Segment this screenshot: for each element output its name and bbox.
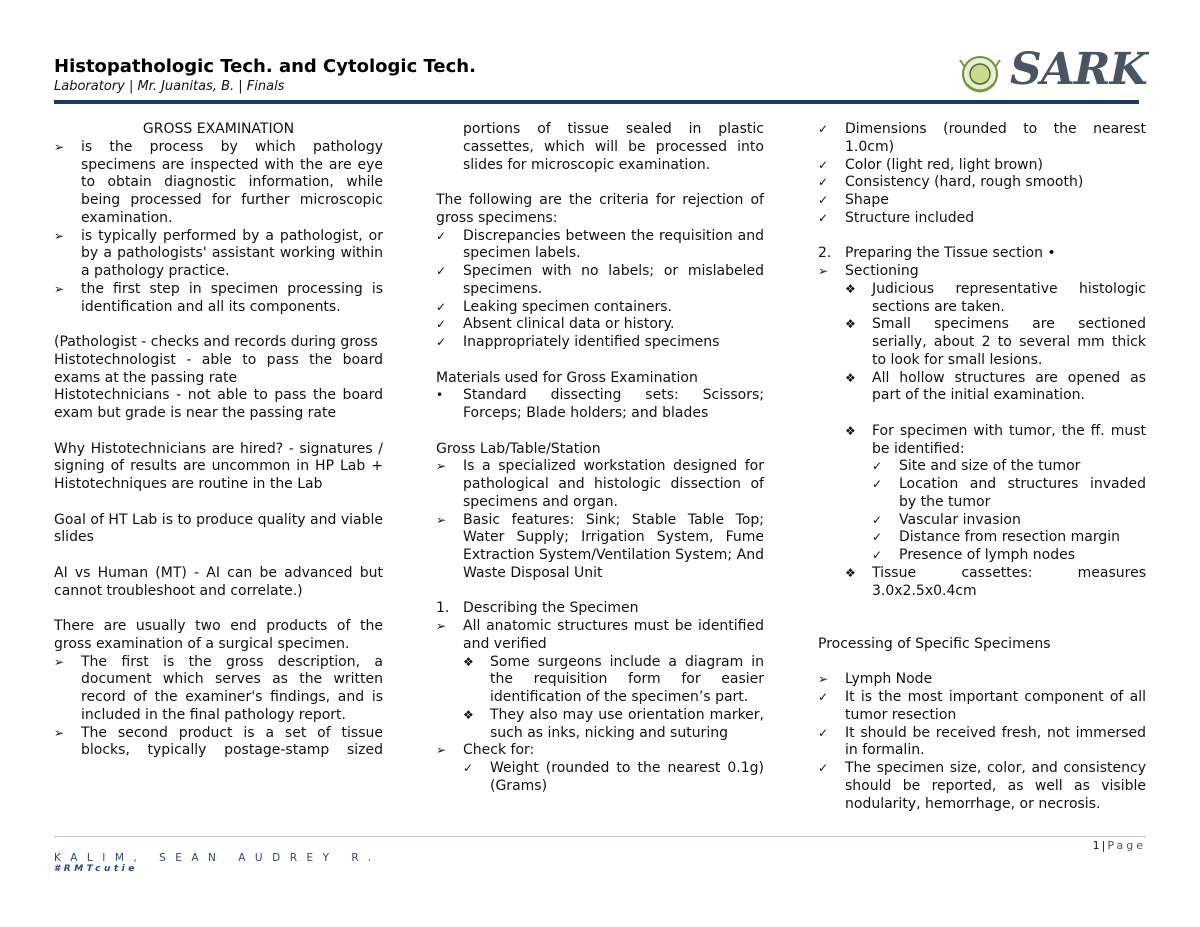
check-bullet-icon: ✓ [436,228,447,243]
paragraph: There are usually two end products of the gross examination of a surgical specimen. [54,618,383,652]
check-bullet-icon: ✓ [872,477,883,491]
list-item: ✓ The specimen size, color, and consistency should be reported, as well as visible nodularity, hemorrhage, or necrosis. [818,760,1146,812]
list-item: ✓ Color (light red, light brown) [818,156,1043,173]
check-bullet-icon: ✓ [818,157,829,172]
document-subtitle: Laboratory | Mr. Juanitas, B. | Finals [54,79,285,94]
list-item: ❖ They also may use orientation marker, such as inks, nicking and suturing [463,706,764,741]
note-paragraph: (Pathologist - checks and records during gross [54,334,378,350]
list-item: ➢ is the process by which pathology specimens are inspected with the are eye to obtain diagnostic information, while being processed for further microscopic examination. [54,138,383,226]
list-item: ✓ Consistency (hard, rough smooth) [818,174,1084,191]
list-item: ✓ Specimen with no labels; or mislabeled specimens. [436,263,764,297]
arrowhead-bullet-icon: ➢ [436,512,447,527]
dot-bullet-icon: • [436,388,444,403]
diamond-bullet-icon: ❖ [845,317,856,332]
column-2 [436,121,764,796]
arrowhead-bullet-icon: ➢ [54,725,65,740]
list-item: ✓ Presence of lymph nodes [872,547,1075,563]
list-item: ✓ Inappropriately identified specimens [436,334,720,350]
paragraph: The following are the criteria for rejection of gross specimens: [436,192,764,226]
diamond-bullet-icon: ❖ [845,370,856,385]
check-bullet-icon: ✓ [872,459,883,474]
list-item: ➢ Is a specialized workstation designed for pathological and histologic dissection of specimens and organ. [436,458,764,510]
list-item: ➢ is typically performed by a pathologist, or by a pathologists' assistant working within a pathology practice. [54,227,383,279]
check-bullet-icon: ✓ [436,317,447,332]
footer-divider [54,836,1146,837]
note-paragraph: Why Histotechnicians are hired? - signatures / signing of results are uncommon in HP Lab + Histotechniques are routine in the Lab [54,440,383,492]
list-item: ➢ Basic features: Sink; Stable Table Top; Water Supply; Irrigation System, Fume Extraction System/Ventilation System; And Waste Disposal Unit [436,511,764,581]
arrowhead-bullet-icon: ➢ [436,743,447,758]
numbered-item: 1. Describing the Specimen [436,600,639,617]
check-bullet-icon: ✓ [463,761,474,775]
list-item: ➢ Lymph Node [818,671,933,688]
check-bullet-icon: ✓ [818,175,829,190]
arrowhead-bullet-icon: ➢ [436,459,447,474]
arrowhead-bullet-icon: ➢ [54,654,65,669]
check-bullet-icon: ✓ [872,512,883,527]
list-item: ➢ Sectioning [818,263,919,279]
list-item: ✓ Absent clinical data or history. [436,316,675,333]
check-bullet-icon: ✓ [436,299,447,314]
check-bullet-icon: ✓ [818,690,829,704]
list-item: ✓ Structure included [818,209,975,226]
paragraph: portions of tissue sealed in plastic cassettes, which will be processed into slides for microscopic examination. [463,121,764,173]
check-bullet-icon: ✓ [872,548,883,562]
check-bullet-icon: ✓ [872,530,883,545]
note-paragraph: Histotechnologist - able to pass the board exams at the passing rate [54,351,383,386]
page-number: 1 | Page [1092,839,1146,852]
document-title: Histopathologic Tech. and Cytologic Tech. [54,56,476,77]
list-item: ✓ Location and structures invaded by the tumor [872,476,1146,510]
list-item: ➢ Check for: [436,742,535,759]
list-item: ✓ It should be received fresh, not immersed in formalin. [818,724,1146,759]
section-heading: GROSS EXAMINATION [142,121,295,137]
list-item: ✓ Vascular invasion [872,511,1021,528]
arrowhead-bullet-icon: ➢ [54,228,65,243]
list-item: ❖ Small specimens are sectioned serially, about 2 to several mm thick to look for small lesions. [845,316,1146,368]
check-bullet-icon: ✓ [818,725,829,740]
list-item: ➢ All anatomic structures must be identified and verified [436,618,764,652]
list-item: ❖ Some surgeons include a diagram in the requisition form for easier identification of the specimen’s part. [463,653,764,705]
header-divider [54,100,1139,104]
arrowhead-bullet-icon: ➢ [54,139,65,154]
numbered-item: 2. Preparing the Tissue section • [818,245,1056,262]
author-hashtag: #RMTcutie [54,864,138,874]
list-item: ✓ Dimensions (rounded to the nearest 1.0cm) [818,121,1146,155]
column-3 [818,121,1146,813]
check-bullet-icon: ✓ [818,210,829,225]
note-paragraph: AI vs Human (MT) - AI can be advanced but cannot troubleshoot and correlate.) [54,564,383,599]
author-name: KALIM, SEAN AUDREY R. [54,852,381,864]
subheading: Materials used for Gross Examination [436,369,698,386]
arrowhead-bullet-icon: ➢ [54,281,65,296]
list-item: ➢ The second product is a set of tissue blocks, typically postage-stamp sized [54,724,383,759]
note-paragraph: Histotechnicians - not able to pass the board exam but grade is near the passing rate [54,387,383,421]
list-item: • Standard dissecting sets: Scissors; Forceps; Blade holders; and blades [436,387,764,421]
arrowhead-bullet-icon: ➢ [436,619,447,633]
list-item: ✓ Site and size of the tumor [872,458,1081,475]
check-bullet-icon: ✓ [818,122,829,136]
list-item: ✓ Distance from resection margin [872,529,1121,546]
list-item: ❖ Tissue cassettes: measures 3.0x2.5x0.4cm [845,564,1146,599]
sark-logo: SARK [1010,44,1147,95]
check-bullet-icon: ✓ [436,335,447,349]
subheading: Gross Lab/Table/Station [436,440,601,457]
check-bullet-icon: ✓ [818,193,829,207]
header-logos [958,44,1147,100]
note-paragraph: Goal of HT Lab is to produce quality and viable slides [54,511,383,546]
list-item: ✓ Leaking specimen containers. [436,298,672,315]
diamond-bullet-icon: ❖ [463,707,474,722]
check-bullet-icon: ✓ [436,264,447,278]
diamond-bullet-icon: ❖ [463,654,474,669]
arrowhead-bullet-icon: ➢ [818,264,829,278]
list-item: ➢ The first is the gross description, a document which serves as the written record of the examiner's findings, and is included in the final pathology report. [54,653,383,723]
list-item: ✓ Weight (rounded to the nearest 0.1g) (Grams) [463,760,764,794]
list-item: ❖ Judicious representative histologic sections are taken. [845,280,1146,315]
subheading: Processing of Specific Specimens [818,635,1051,652]
diamond-bullet-icon: ❖ [845,423,856,438]
list-item: ➢ the first step in specimen processing is identification and all its components. [54,280,383,315]
diamond-bullet-icon: ❖ [845,281,856,296]
list-item: ✓ Discrepancies between the requisition and specimen labels. [436,227,764,262]
list-item: ✓ Shape [818,192,889,208]
list-item: ✓ It is the most important component of all tumor resection [818,689,1146,723]
diamond-bullet-icon: ❖ [845,565,856,580]
check-bullet-icon: ✓ [818,761,829,775]
arrowhead-bullet-icon: ➢ [818,672,829,687]
column-1 [54,121,383,760]
list-item: ❖ All hollow structures are opened as part of the initial examination. [845,369,1146,404]
list-item: ❖ For specimen with tumor, the ff. must be identified: [845,422,1146,457]
